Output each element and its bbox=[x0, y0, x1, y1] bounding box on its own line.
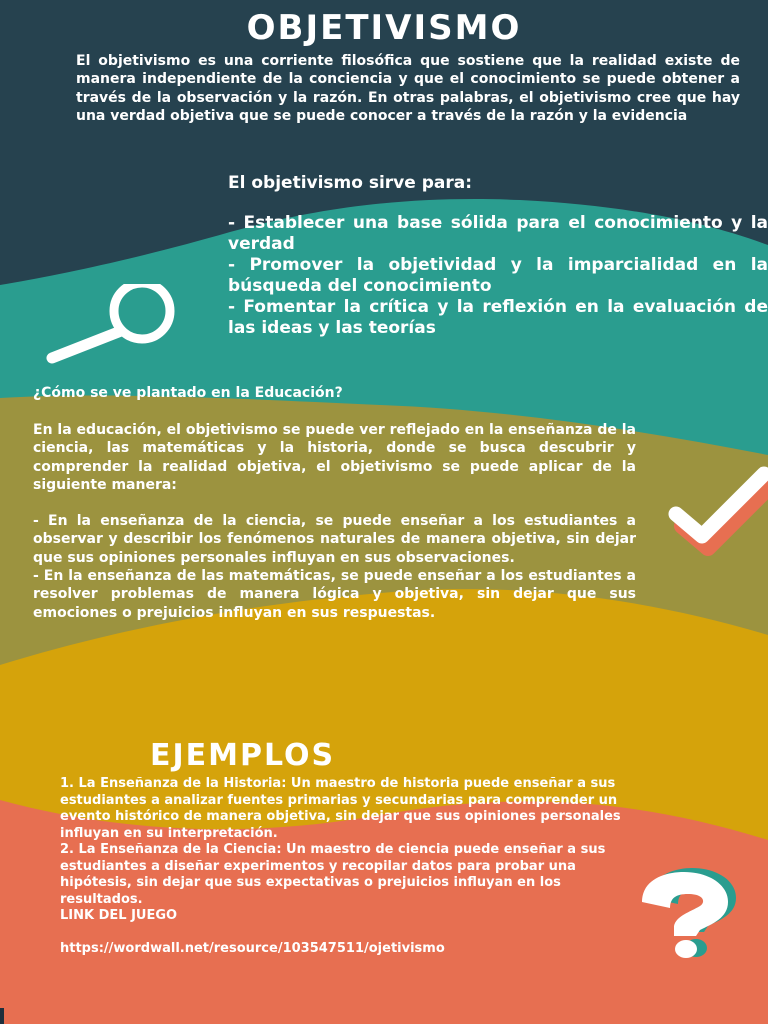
education-body bbox=[33, 421, 636, 622]
sirve-item: - Promover la objetividad y la imparcialidad en la búsqueda del conocimiento bbox=[228, 255, 768, 296]
edge-marker bbox=[0, 1008, 4, 1024]
education-question: ¿Cómo se ve plantado en la Educación? bbox=[33, 385, 343, 401]
page-title: OBJETIVISMO bbox=[246, 8, 522, 48]
sirve-heading: El objetivismo sirve para: bbox=[228, 173, 473, 193]
intro-paragraph: El objetivismo es una corriente filosófica que sostiene que la realidad existe de manera independiente de la conciencia y que el conocimiento se puede obtener a través de la observación y la razón. En otras palabras, el objetivismo cree que hay una verdad objetiva que se puede conocer a través de la razón y la evidencia bbox=[76, 53, 740, 124]
examples-title: EJEMPLOS bbox=[150, 738, 336, 773]
example-item: 1. La Enseñanza de la Historia: Un maestro de historia puede enseñar a sus estudiantes a analizar fuentes primarias y secundarias para comprender un evento histórico de manera objetiva, sin dejar que sus opiniones personales influyan en su interpretación. bbox=[60, 776, 621, 841]
game-link-url[interactable]: https://wordwall.net/resource/103547511/ojetivismo bbox=[60, 941, 445, 956]
example-item: 2. La Enseñanza de la Ciencia: Un maestro de ciencia puede enseñar a sus estudiantes a diseñar experimentos y recopilar datos para probar una hipótesis, sin dejar que sus expectativas o prejuicios influyan en los resultados. bbox=[60, 842, 606, 907]
education-paragraph: En la educación, el objetivismo se puede ver reflejado en la enseñanza de la ciencia, las matemáticas y la historia, donde se busca descubrir y comprender la realidad objetiva, el objetivismo se puede aplicar de la siguiente manera: bbox=[33, 422, 636, 493]
education-point: - En la enseñanza de la ciencia, se puede enseñar a los estudiantes a observar y describir los fenómenos naturales de manera objetiva, sin dejar que sus opiniones personales influyan en sus observaciones. bbox=[33, 513, 636, 566]
game-link-label: LINK DEL JUEGO bbox=[60, 908, 178, 923]
sirve-list bbox=[228, 213, 768, 339]
checkmark-icon bbox=[668, 458, 768, 560]
sirve-item: - Fomentar la crítica y la reflexión en la evaluación de las ideas y las teorías bbox=[228, 297, 768, 338]
sirve-item: - Establecer una base sólida para el conocimiento y la verdad bbox=[228, 213, 768, 254]
question-mark-icon bbox=[632, 868, 742, 958]
examples-body bbox=[60, 776, 630, 958]
magnifying-glass-icon bbox=[40, 284, 180, 366]
education-point: - En la enseñanza de las matemáticas, se puede enseñar a los estudiantes a resolver problemas de manera lógica y objetiva, sin dejar que sus emociones o prejuicios influyan en sus respuestas. bbox=[33, 568, 636, 621]
